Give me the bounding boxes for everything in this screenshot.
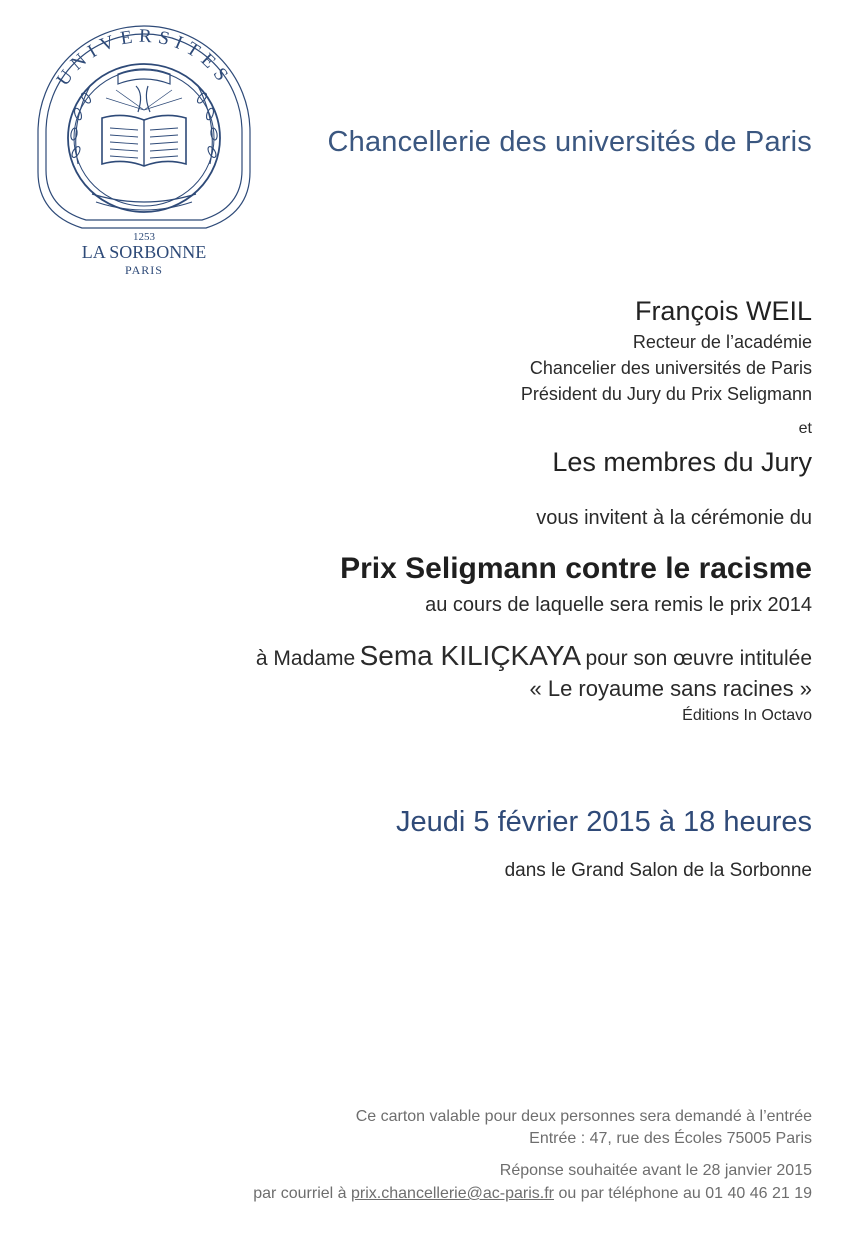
work-title: « Le royaume sans racines » [529,676,812,701]
event-date: Jeudi 5 février 2015 à 18 heures [396,806,812,838]
footer-validity-note: Ce carton valable pour deux personnes sera demandé à l’entrée [355,1108,812,1125]
footer-contact-prefix: par courriel à [253,1185,352,1202]
host-title-chancellor: Chancelier des universités de Paris [529,358,812,378]
seal-arc-text: UNIVERSITES [52,25,236,90]
seal-city: PARIS [125,263,163,276]
footer-rsvp-deadline: Réponse souhaitée avant le 28 janvier 2015 [499,1162,812,1179]
footer-contact [253,1185,812,1203]
seal-year: 1253 [133,231,155,243]
host-title-jury-president: Président du Jury du Prix Seligmann [520,384,812,404]
conjunction-et: et [798,420,812,437]
publisher: Éditions In Octavo [682,707,812,724]
prize-subtitle: au cours de laquelle sera remis le prix 2014 [425,594,812,616]
institution-title: Chancellerie des universités de Paris [327,126,812,158]
seal-name: LA SORBONNE [81,242,207,262]
invitation-intro: vous invitent à la cérémonie du [536,507,812,529]
jury-members: Les membres du Jury [552,447,812,477]
laureate-name: Sema KILIÇKAYA [359,640,582,671]
host-name: François WEIL [634,296,812,326]
host-title-rector: Recteur de l’académie [632,332,812,352]
footer-address: Entrée : 47, rue des Écoles 75005 Paris [529,1130,812,1147]
laureate-line [256,640,812,672]
rsvp-email-link[interactable]: prix.chancellerie@ac-paris.fr [351,1185,554,1202]
svg-text:UNIVERSITES [53,26,236,90]
event-venue: dans le Grand Salon de la Sorbonne [504,860,812,881]
footer-contact-suffix: ou par téléphone au 01 40 46 21 19 [554,1185,812,1202]
laureate-prefix: à Madame [255,647,356,670]
sorbonne-seal-logo [26,14,262,276]
laureate-suffix: pour son œuvre intitulée [585,647,812,670]
prize-name: Prix Seligmann contre le racisme [340,552,812,585]
